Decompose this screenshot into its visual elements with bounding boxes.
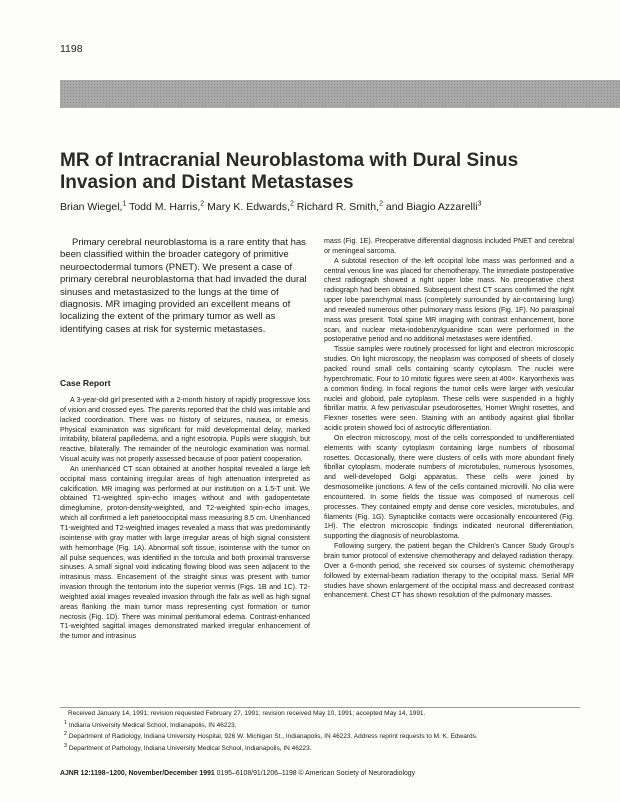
body-paragraph: On electron microscopy, most of the cells corresponded to undifferentiated elements with scanty cytoplasm containing large numbers of ribosomal rosettes. Occasionally, there were clusters of cells with more abundant finely fibrillar cytoplasm, moderate numbers of microtubules, numerous lysosomes, and well-developed Golgi apparatus. These cells were joined by desmosomelike junctions. A few of the cells contained microvilli. No cilia were encountered. In some fields the tissue was composed of numerous cell processes. They contained empty and dense core vesicles, microtubules, and filaments (Fig. 1G). Synapticlike contacts were occasionally encountered (Fig. 1H). The electron microscopic findings indicated neuronal differentiation, supporting the diagnosis of neuroblastoma. [324, 433, 574, 541]
author-list [60, 200, 481, 213]
footnote: $^2$ Department of Radiology, Indiana University Hospital, 926 W. Michigan St., Indianapolis, IN 46223. Address reprint requests to M. K. Edwards. [64, 731, 478, 741]
right-column [324, 237, 574, 601]
body-paragraph: An unenhanced CT scan obtained at another hospital revealed a large left occipital mass containing irregular areas of high attenuation interpreted as calcification. MR imaging was performed at our institution on a 1.5-T unit. We obtained T1-weighted spin-echo images without and with gadopentetate dimeglumine, proton-density-weighted, and T2-weighted spin-echo images, which all confirmed a left parietooccipital mass measuring 8.5 cm. Unenhanced T1-weighted and T2-weighted images revealed a mass that was predominantly isointense with gray matter with large irregular areas of high signal consistent with hemorrhage (Fig. 1A). Abnormal soft tissue, isointense with the tumor on all pulse sequences, was identified in the torcula and both proximal transverse sinuses. A small signal void indicating flowing blood was seen adjacent to the intrasinus mass. Encasement of the straight sinus was present with tumor invasion through the tentorium into the superior vermis (Figs. 1B and 1C). T2-weighted axial images revealed invasion through the falx as well as high signal areas flanking the main tumor mass representing cyst formation or tumor necrosis (Fig. 1D). There was minimal peritumoral edema. Contrast-enhanced T1-weighted sagittal images demonstrated marked irregular enhancement of the tumor and intrasinus [60, 464, 310, 641]
footnote: $^1$ Indiana University Medical School, Indianapolis, IN 46223. [64, 719, 237, 729]
page-number: 1198 [60, 43, 83, 55]
body-paragraph: mass (Fig. 1E). Preoperative differential diagnosis included PNET and cerebral or meningeal sarcoma. [324, 237, 574, 255]
body-paragraph: Tissue samples were routinely processed for light and electron microscopic studies. On light microscopy, the neoplasm was composed of sheets of closely packed round small cells containing scanty cytoplasm. The nuclei were hyperchromatic. Four to 10 mitotic figures were seen at 400×. Karyorrhexis was a common finding. In focal regions the tumor cells were larger with vesicular nuclei and globoid, pale cytoplasm. These cells were suspended in a highly fibrillar matrix. A few perivascular pseudorosettes, Homer Wright rosettes, and Flexner rosettes were seen. Staining with an antibody against glial fibrillar acidic protein showed foci of astrocytic differentiation. [324, 345, 574, 433]
author: Mary K. Edwards,$^2$ [207, 200, 294, 213]
footnote: $^3$ Department of Pathology, Indiana University Medical School, Indianapolis, IN 46223. [64, 742, 312, 752]
author: Brian Wiegel,$^1$ [60, 200, 127, 213]
author: and Biagio Azzarelli$^3$ [385, 200, 482, 213]
body-paragraph: A subtotal resection of the left occipital lobe mass was performed and a central venous line was placed for chemotherapy. The immediate postoperative chest radiograph showed a right upper lobe mass. No preoperative chest radiograph had been obtained. Subsequent chest CT scans confirmed the right upper lobe parenchymal mass (completely surrounded by air-containing lung) and revealed numerous other pulmonary mass lesions (Fig. 1F). No paraspinal mass was present. Total spine MR imaging with contrast enhancement, bone scan, and nuclear meta-iodobenzylguanidine scan were performed in the postoperative period and no additional metastases were identified. [324, 256, 574, 344]
footnotes [60, 707, 580, 753]
header-band [60, 80, 620, 108]
left-column [60, 378, 310, 642]
author: Richard R. Smith,$^2$ [296, 200, 383, 213]
received-note: Received January 14, 1991; revision requested February 27, 1991; revision received May 10, 1991; accepted May 14, 1991. [68, 710, 426, 717]
body-paragraph: A 3-year-old girl presented with a 2-month history of rapidly progressive loss of vision and crossed eyes. The parents reported that the child was irritable and lacked coordination. There was no history of seizures, nausea, or emesis. Physical examination was significant for mild developmental delay, marked irritability, bilateral papilledema, and a right esotropia. Pupils were sluggish, but reactive, bilaterally. The remainder of the neurologic examination was normal. Visual acuity was not properly assessed because of poor patient cooperation. [60, 396, 310, 464]
author: Todd M. Harris,$^2$ [129, 200, 205, 213]
body-paragraph: Following surgery, the patient began the Children's Cancer Study Group's brain tumor protocol of extensive chemotherapy and delayed radiation therapy. Over a 6-month period, she received six courses of systemic chemotherapy followed by external-beam radiation therapy to the occipital mass. Serial MR studies have shown enlargement of the occipital mass and decreased contrast enhancement. Chest CT has shown resolution of the pulmonary masses. [324, 542, 574, 600]
journal-citation: AJNR 12:1198–1200, November/December 1991 0195–6108/91/1206–1198 © American Society of Neuroradiology [60, 770, 416, 777]
article-title: MR of Intracranial Neuroblastoma with Dural Sinus Invasion and Distant Metastases [60, 150, 519, 193]
abstract: Primary cerebral neuroblastoma is a rare entity that has been classified within the broader category of primitive neuroectodermal tumors (PNET). We present a case of primary cerebral neuroblastoma that had invaded the dural sinuses and metastasized to the lungs at the time of diagnosis. MR imaging provided an excellent means of localizing the extent of the primary tumor as well as identifying cases at risk for systemic metastases. [60, 237, 307, 335]
section-heading: Case Report [60, 378, 111, 388]
